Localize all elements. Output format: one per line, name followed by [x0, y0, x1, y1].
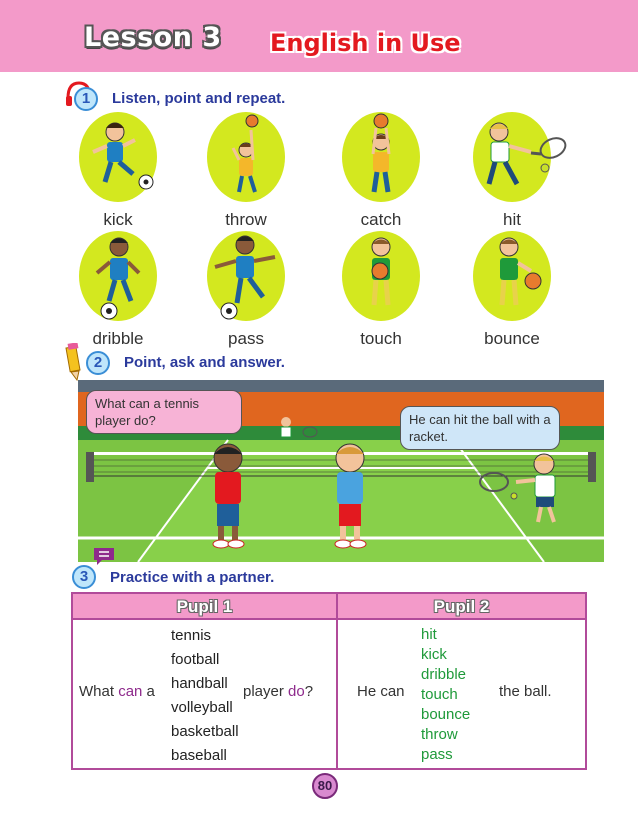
boy-catching-icon	[316, 112, 446, 207]
pupil-1-header: Pupil 1	[73, 594, 336, 620]
section-1-title: Listen, point and repeat.	[112, 90, 286, 107]
unit-title: English in Use	[270, 29, 461, 57]
answer-start: He can	[357, 683, 405, 700]
answer-bubble: He can hit the ball with a racket.	[400, 406, 560, 450]
speech-bubble-icon	[92, 546, 116, 566]
section-3-number: 3	[72, 565, 96, 589]
verb-label: throw	[225, 210, 267, 229]
action-option: dribble	[421, 666, 467, 683]
sport-option: handball	[171, 675, 228, 692]
page-number: 80	[312, 773, 338, 799]
sports-list	[171, 626, 239, 766]
question-mark: ?	[304, 683, 314, 700]
action-option: throw	[421, 726, 458, 743]
boy-kicking-icon	[53, 112, 183, 207]
pupil-2-header: Pupil 2	[338, 594, 585, 620]
action-option: hit	[421, 626, 437, 643]
page-header	[0, 0, 638, 72]
column-divider	[336, 594, 338, 768]
verb-label: hit	[503, 210, 521, 229]
verb-card-kick	[53, 112, 183, 230]
question-start	[79, 683, 155, 700]
verb-card-touch	[316, 231, 446, 349]
section-2-number: 2	[86, 351, 110, 375]
question-verb: do	[288, 683, 305, 700]
action-option: pass	[421, 746, 453, 763]
question-noun: player	[243, 683, 284, 700]
verb-label: dribble	[92, 329, 144, 348]
boy-touching-ball-icon	[316, 231, 446, 326]
verb-card-dribble	[53, 231, 183, 349]
sport-option: football	[171, 651, 220, 668]
tennis-court-scene	[78, 380, 604, 562]
section-1-number: 1	[74, 87, 98, 111]
question-end	[243, 683, 313, 700]
verb-card-bounce	[447, 231, 577, 349]
question-word: What	[79, 683, 115, 700]
actions-list	[421, 625, 470, 765]
practice-table	[71, 592, 587, 770]
verb-label: touch	[360, 329, 402, 348]
sport-option: baseball	[171, 747, 227, 764]
section-2-title: Point, ask and answer.	[124, 354, 285, 371]
answer-end: the ball.	[499, 683, 552, 700]
verb-card-catch	[316, 112, 446, 230]
question-modal: can	[118, 683, 143, 700]
action-option: kick	[421, 646, 447, 663]
action-option: touch	[421, 686, 458, 703]
boy-throwing-icon	[181, 112, 311, 207]
verb-card-pass	[181, 231, 311, 349]
boy-passing-icon	[181, 231, 311, 326]
sport-option: basketball	[171, 723, 239, 740]
verb-card-throw	[181, 112, 311, 230]
lesson-label: Lesson 3	[84, 22, 222, 53]
action-option: bounce	[421, 706, 471, 723]
verb-label: bounce	[484, 329, 540, 348]
boy-dribbling-icon	[53, 231, 183, 326]
pencil-icon	[64, 343, 84, 381]
question-article: a	[146, 683, 155, 700]
question-bubble: What can a tennis player do?	[86, 390, 242, 434]
verb-label: pass	[228, 329, 264, 348]
verb-card-hit	[447, 112, 577, 230]
verb-label: catch	[360, 210, 402, 229]
boy-hitting-icon	[447, 112, 577, 207]
sport-option: volleyball	[171, 699, 233, 716]
verb-label: kick	[103, 210, 133, 229]
boy-bouncing-ball-icon	[447, 231, 577, 326]
sport-option: tennis	[171, 627, 212, 644]
section-3-title: Practice with a partner.	[110, 569, 275, 586]
